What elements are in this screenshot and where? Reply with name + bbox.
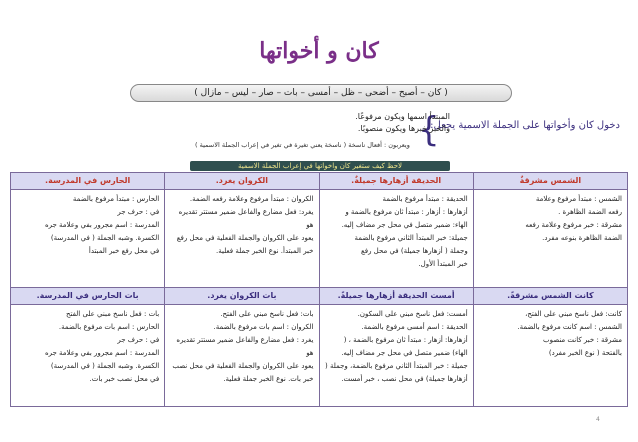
table-cell	[473, 190, 627, 288]
cell-line: الشمس : اسم كانت مرفوع بالضمة.	[517, 323, 622, 331]
table-cell	[165, 305, 319, 407]
rule-lines	[300, 111, 450, 135]
table-header: الحارس في المدرسة.	[11, 173, 165, 190]
cell-line: في : حرف جر	[117, 336, 160, 344]
cell-line: خبر المبتدأ الأول.	[418, 260, 468, 268]
table-cell	[11, 190, 165, 288]
table-row	[11, 305, 628, 407]
table-cell	[11, 305, 165, 407]
table-header: الحديقة أزهارها جميلةٌ.	[319, 173, 473, 190]
cell-line: الكروان : اسم بات مرفوع بالضمة.	[213, 323, 314, 331]
cell-line: خبر بات. نوع الخبر جملة فعلية.	[223, 375, 314, 383]
cell-line: مشرقة : خبر مرفوع وعلامة رفعه	[525, 221, 622, 229]
cell-line: بات: فعل ناسخ مبني على الفتح.	[220, 310, 314, 318]
cell-line: أمست: فعل ناسخ مبني على السكون.	[357, 310, 468, 318]
cell-line: المدرسة : اسم مجرور بفي وعلامة جره	[44, 221, 160, 229]
table-header: بات الكروان يغرد.	[165, 288, 319, 305]
cell-line: خبر المبتدأ. نوع الخبر جملة فعلية.	[215, 247, 314, 255]
cell-line: جميلة : خبر المبتدأ الثاني مرفوع بالضمة، وجملة (	[325, 362, 468, 370]
cell-line: رفعه الضمة الظاهرة .	[558, 208, 622, 216]
cell-line: الحارس : مبتدأ مرفوع بالضمة	[72, 195, 160, 203]
cell-line: جميلة: خبر المبتدأ الثاني مرفوع بالضمة	[354, 234, 468, 242]
table-cell	[165, 190, 319, 288]
rule-heading: دخول كان وأخواتها على الجملة الاسمية يجعل:	[430, 120, 620, 131]
cell-line: أزهارها: أزهار : مبتدأ ثان مرفوع بالضمة ، (	[343, 336, 468, 344]
table-header: أمست الحديقة أزهارها جميلةً.	[319, 288, 473, 305]
cell-line: في محل رفع خبر المبتدأ	[88, 247, 160, 255]
cell-line: الهاء: ضمير متصل في محل جر مضاف إليه.	[341, 221, 468, 229]
cell-line: أزهارها : أزهار : مبتدأ ثان مرفوع بالضمة و	[345, 208, 468, 216]
page-number: 4	[596, 416, 600, 423]
cell-line: في : حرف جر	[117, 208, 160, 216]
table-header: الكروان يغرد.	[165, 173, 319, 190]
table-header-row	[11, 173, 628, 190]
table-cell	[319, 190, 473, 288]
cell-line: المدرسة : اسم مجرور بفي وعلامة جره	[44, 349, 160, 357]
cell-line: الحديقة : مبتدأ مرفوع بالضمة	[382, 195, 468, 203]
cell-line: يعود على الكروان والجملة الفعلية في محل رفع	[176, 234, 314, 242]
cell-line: الكروان : مبتدأ مرفوع وعلامة رفعه الضمة.	[189, 195, 314, 203]
page-title: كان و أخواتها	[259, 38, 379, 64]
sisters-list: ( كان – أصبح – أضحى – ظل – أمسى – بات – صار – ليس – مازال )	[130, 84, 512, 102]
rule-line-1: المبتدأ اسمها ويكون مرفوعًا.	[355, 112, 450, 121]
table-row	[11, 190, 628, 288]
rule-line-2: والخبر خبرها ويكون منصوبًا.	[357, 124, 450, 133]
cell-line: كانت: فعل ناسخ مبني على الفتح،	[525, 310, 622, 318]
cell-line: يغرد : فعل مضارع والفاعل ضمير مستتر تقديره هو	[176, 336, 314, 357]
cell-line: الحارس : اسم بات مرفوع بالضمة.	[58, 323, 160, 331]
comparison-table	[10, 172, 628, 407]
cell-line: يعود على الكروان والجملة الفعلية في محل نصب	[172, 362, 314, 370]
cell-line: الحديقة : اسم أمسى مرفوع بالضمة.	[361, 323, 468, 331]
cell-line: بالفتحة ( نوع الخبر مفرد)	[548, 349, 622, 357]
table-header: الشمس مشرقةٌ	[473, 173, 627, 190]
cell-line: الهاء) ضمير متصل في محل جر مضاف إليه.	[341, 349, 468, 357]
cell-line: في محل نصب خبر بات.	[89, 375, 160, 383]
table-header: كانت الشمس مشرقةً.	[473, 288, 627, 305]
cell-line: وجملة ( أزهارها جميلة) في محل رفع	[361, 247, 468, 255]
rule-note: ويعربون : أفعال ناسخة ( ناسخة يعني تغيرة في تغير في إعراب الجملة الاسمية )	[195, 141, 410, 149]
section-band: لاحظ كيف ستغير كان واخواتها في إعراب الجملة الاسمية	[190, 161, 450, 171]
brace-icon: {	[418, 110, 440, 150]
cell-line: الشمس : مبتدأ مرفوع وعلامة	[535, 195, 622, 203]
cell-line: أزهارها جميلة) في محل نصب ، خبر أمست.	[341, 375, 468, 383]
cell-line: يغرد: فعل مضارع والفاعل ضمير مستتر تقديره هو	[178, 208, 314, 229]
cell-line: الكسرة. وشبه الجملة ( في المدرسة)	[50, 234, 160, 242]
cell-line: مشرقة : خبر كانت منصوب	[543, 336, 622, 344]
table-header: بات الحارس في المدرسة.	[11, 288, 165, 305]
table-cell	[473, 305, 627, 407]
cell-line: الكسرة. وشبه الجملة ( في المدرسة)	[50, 362, 160, 370]
table-header-row	[11, 288, 628, 305]
cell-line: بات : فعل ناسخ مبني على الفتح	[65, 310, 160, 318]
table-cell	[319, 305, 473, 407]
cell-line: الضمة الظاهرة بنوعه مفرد.	[542, 234, 622, 242]
